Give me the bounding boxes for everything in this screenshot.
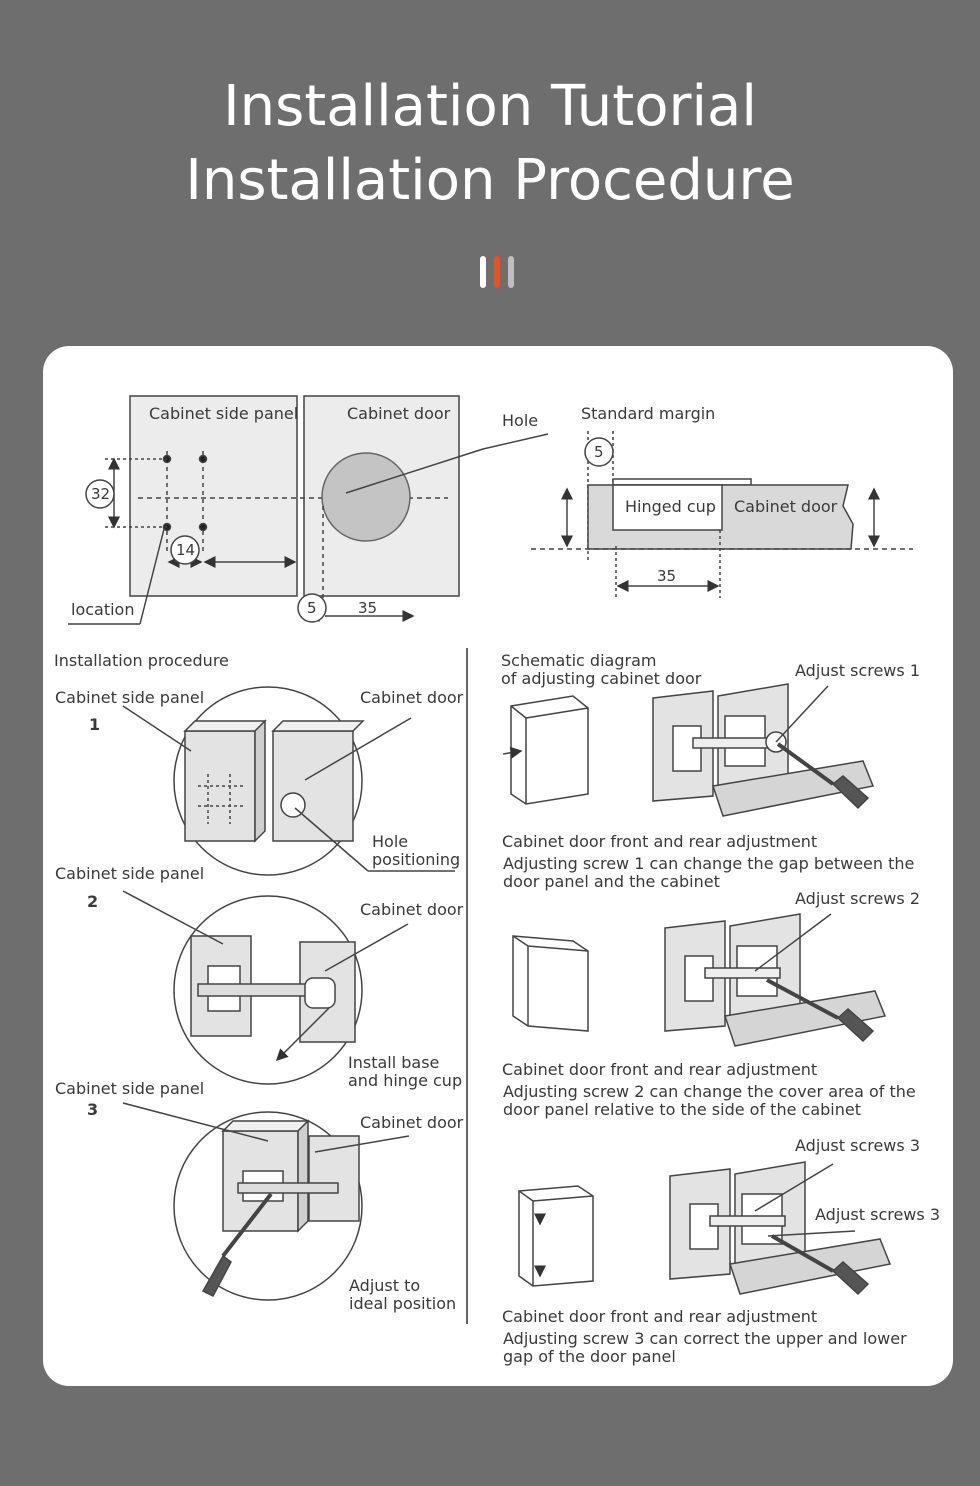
step-1-door-label: Cabinet door (360, 688, 464, 707)
standard-margin-diagram (531, 431, 913, 598)
adjust-1-desc-line-1: Adjusting screw 1 can change the gap between the (503, 854, 915, 873)
adjust-screws-2-label: Adjust screws 2 (795, 889, 920, 908)
step-2-note-line-1: Install base (348, 1053, 440, 1072)
step-3-note-line-2: ideal position (349, 1294, 457, 1313)
label-location: location (71, 600, 135, 619)
step-2-side-panel-label: Cabinet side panel (55, 864, 205, 883)
accent-bar-white (480, 256, 486, 288)
adjust-2-title: Cabinet door front and rear adjustment (502, 1060, 818, 1079)
dim-32: 32 (91, 485, 111, 503)
procedure-title: Installation procedure (54, 651, 229, 670)
label-cabinet-door-top: Cabinet door (347, 404, 451, 423)
step-1-note-line-2: positioning (372, 850, 461, 869)
adjust-2-desc-line-1: Adjusting screw 2 can change the cover area of the (503, 1082, 916, 1101)
accent-bar-grey (508, 256, 514, 288)
label-hole: Hole (502, 411, 539, 430)
page-header (0, 70, 980, 218)
adjust-3-desc-line-2: gap of the door panel (503, 1347, 676, 1366)
step-2-number: 2 (87, 892, 99, 911)
adjust-1-title: Cabinet door front and rear adjustment (502, 832, 818, 851)
dim-35-margin: 35 (657, 567, 677, 585)
dim-5-top: 5 (307, 599, 317, 617)
adjust-1-desc-line-2: door panel and the cabinet (503, 872, 720, 891)
label-standard-margin: Standard margin (581, 404, 716, 423)
step-3-side-panel-label: Cabinet side panel (55, 1079, 205, 1098)
step-1-side-panel-label: Cabinet side panel (55, 688, 205, 707)
dim-5-margin: 5 (594, 443, 604, 461)
title-line-2: Installation Procedure (185, 148, 795, 213)
adjust-2-desc-line-2: door panel relative to the side of the cabinet (503, 1100, 861, 1119)
tutorial-card (43, 346, 953, 1386)
step-1-note-line-1: Hole (372, 832, 409, 851)
adjust-screws-1-label: Adjust screws 1 (795, 661, 920, 680)
label-cabinet-side-panel-top: Cabinet side panel (149, 404, 299, 423)
step-2-door-label: Cabinet door (360, 900, 464, 919)
adjustment-1-illustration (503, 684, 873, 816)
step-2-note-line-2: and hinge cup (348, 1071, 463, 1090)
drilling-template-diagram (68, 396, 548, 624)
adjust-screws-3-label: Adjust screws 3 (795, 1136, 920, 1155)
step-1-number: 1 (89, 715, 101, 734)
step-3-door-label: Cabinet door (360, 1113, 464, 1132)
dim-14: 14 (176, 541, 196, 559)
adjust-screws-3-label-second: Adjust screws 3 (815, 1205, 940, 1224)
adjust-3-desc-line-1: Adjusting screw 3 can correct the upper and lower (503, 1329, 907, 1348)
step-3-illustration (123, 1103, 409, 1300)
schematic-line-1: Schematic diagram (501, 651, 657, 670)
title-accent-bars (480, 256, 520, 288)
schematic-line-2: of adjusting cabinet door (501, 669, 702, 688)
step-3-note-line-1: Adjust to (349, 1276, 421, 1295)
adjustment-2-illustration (513, 914, 885, 1046)
dim-35-top: 35 (358, 599, 378, 617)
label-hinged-cup: Hinged cup (625, 497, 716, 516)
step-3-number: 3 (87, 1100, 99, 1119)
label-cabinet-door-margin: Cabinet door (734, 497, 838, 516)
adjust-3-title: Cabinet door front and rear adjustment (502, 1307, 818, 1326)
accent-bar-orange (494, 256, 500, 288)
adjustment-3-illustration (519, 1162, 890, 1294)
title-line-1: Installation Tutorial (223, 74, 757, 139)
